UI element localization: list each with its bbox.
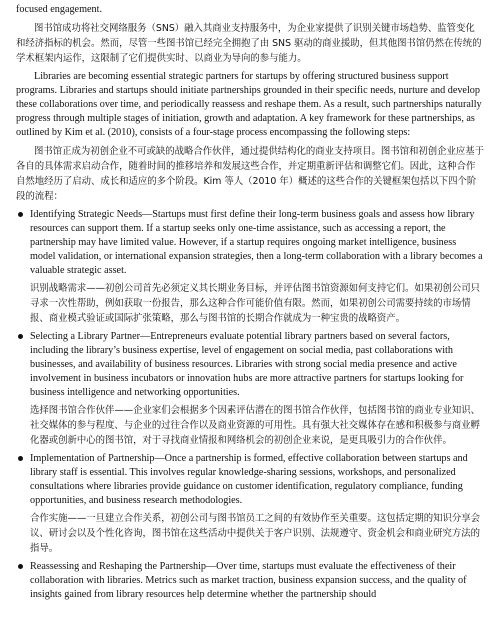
bullet-icon [18,334,23,339]
bullet-icon [18,564,23,569]
bullet-icon [18,456,23,461]
body-paragraph-zh: 图书馆正成为初创企业不可或缺的战略合作伙伴，通过提供结构化的商业支持项目。图书馆和初创企业应基于各自的具体需求启动合作，随着时间的推移培养和发展这些合作，并定期重新评估和调整它们。因此，这种合作自然地经历了启动、成长和适应的多个阶段。Kim 等人（2010 年）概述的这些合作的关键框架包括以下四个阶段的流程： [16,146,485,202]
list-item [16,208,484,326]
list-item-zh: 合作实施——一旦建立合作关系，初创公司与图书馆员工之间的有效协作至关重要。这包括定期的知识分享会议、研讨会以及个性化咨询，图书馆在这些活动中提供关于客户识别、法规遵守、资金机会和商业研究方法的指导。 [30,513,481,554]
list-item-zh: 选择图书馆合作伙伴——企业家们会根据多个因素评估潜在的图书馆合作伙伴，包括图书馆的商业专业知识、社交媒体的参与程度、与企业的过往合作以及商业资源的可用性。具有强大社交媒体存在感和积极参与商业孵化器或创新中心的图书馆，对于寻找商业情报和网络机会的初创企业来说，是更具吸引力的合作伙伴。 [30,405,481,446]
stage-list [16,208,484,602]
bullet-icon [18,212,23,217]
body-paragraph-en: Libraries are becoming essential strategic partners for startups by offering structured business support programs. Libraries and startups should initiate partnerships grounded in their specific needs, nurture and develop these collaborations over time, and periodically reassess and reshape them. As a result, such partnerships naturally progress through multiple stages of initiation, growth and adaptation. A key framework for these partnerships, as outlined by Kim et al. (2010), consists of a four-stage process encompassing the following steps: [16,71,482,138]
list-item-en: Identifying Strategic Needs—Startups must first define their long-term business goals and assess how library resources can support them. If a startup seeks only one-time assistance, such as accessing a report, the partnership may have limited value. However, if a startup requires ongoing market intelligence, business model validation, or international expansion strategies, then a long-term collaboration with a library becomes a valuable strategic asset. [30,209,483,276]
list-item-en: Selecting a Library Partner—Entrepreneurs evaluate potential library partners based on several factors, including the library’s business expertise, level of engagement on social media, past collaborations with businesses, and availability of business resources. Libraries with strong social media presence and active involvement in business incubators or innovation hubs are more attractive partners for startups looking for business intelligence and networking opportunities. [30,331,464,398]
list-item [16,560,484,602]
intro-paragraph-zh: 图书馆成功将社交网络服务（SNS）融入其商业支持服务中，为企业家提供了识别关键市场趋势、监管变化和经济指标的机会。然而，尽管一些图书馆已经完全拥抱了由 SNS 驱动的商业援助，但其他图书馆仍然在传统的学术框架内运作，这限制了它们提供实时、以商业为导向的参与能力。 [16,23,482,64]
list-item-zh: 识别战略需求——初创公司首先必须定义其长期业务目标，并评估图书馆资源如何支持它们。如果初创公司只寻求一次性帮助，例如获取一份报告，那么这种合作可能价值有限。然而，如果初创公司需要持续的市场情报、商业模式验证或国际扩张策略，那么与图书馆的长期合作就成为一种宝贵的战略资产。 [30,283,481,324]
list-item [16,452,484,556]
list-item-en: Implementation of Partnership—Once a partnership is formed, effective collaboration between startups and library staff is essential. This involves regular knowledge-sharing sessions, workshops, and personalized consultations where libraries provide guidance on customer identification, regulatory compliance, funding opportunities, and business research methodologies. [30,453,468,506]
list-item-en: Reassessing and Reshaping the Partnership—Over time, startups must evaluate the effectiveness of their collaboration with libraries. Metrics such as market traction, business expansion success, and the quality of insights gained from library resources help determine whether the partnership should [30,561,467,600]
list-item [16,330,484,448]
lead-text: focused engagement. [16,4,102,15]
